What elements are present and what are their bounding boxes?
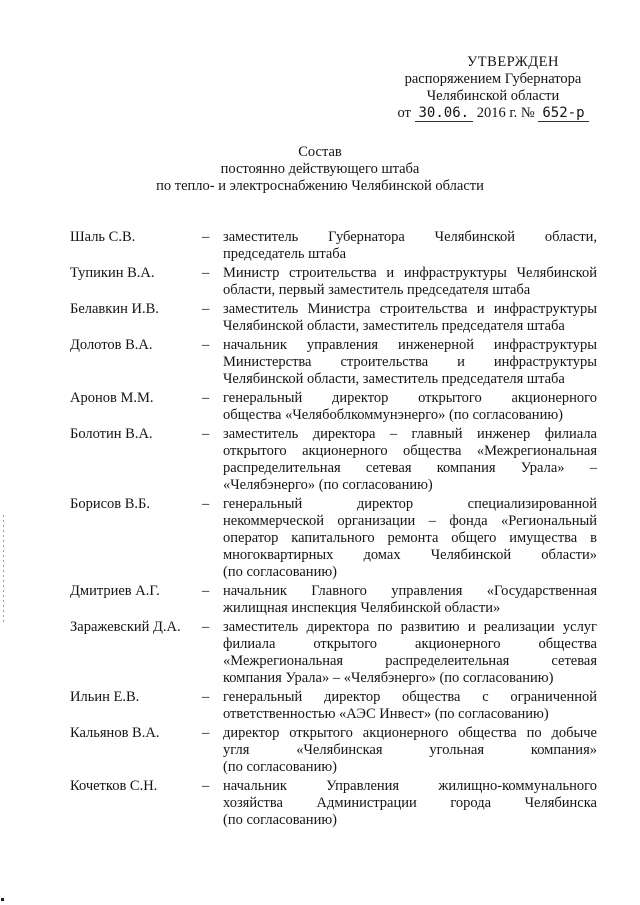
scan-dot [1,898,4,901]
member-name: Тупикин В.А. [70,265,155,281]
member-name: Аронов М.М. [70,390,154,406]
scan-margin-mark [3,515,4,625]
position-line: Челябинской области, заместитель председателя штаба [223,371,565,387]
member-row [0,301,640,335]
member-position [223,689,597,723]
position-line: области, первый заместитель председателя штаба [223,282,531,298]
heading-line-3: по тепло- и электроснабжению Челябинской области [156,178,484,194]
member-dash: – [202,619,210,635]
position-line: заместитель Губернатора Челябинской области, [223,229,597,245]
member-dash: – [202,229,210,245]
member-name: Долотов В.А. [70,337,153,353]
member-name: Кальянов В.А. [70,725,160,741]
position-line: генеральный директор специализированной [223,496,597,512]
member-position [223,426,597,494]
position-line: заместитель Министра строительства и инфраструктуры [223,301,597,317]
member-row [0,229,640,263]
member-dash: – [202,778,210,794]
position-line: компания Урала» – «Челябэнерго» (по согласованию) [223,670,554,686]
member-position [223,337,597,388]
member-row [0,619,640,687]
approval-block [388,54,598,122]
position-line: общества «Челябоблкоммунэнерго» (по согласованию) [223,407,563,423]
handwritten-date: 30.06. [415,106,474,122]
member-name: Болотин В.А. [70,426,153,442]
member-dash: – [202,390,210,406]
position-line: ответственностью «АЭС Инвест» (по согласованию) [223,706,549,722]
position-line: филиала открытого акционерного общества [223,636,597,652]
position-line: «Челябэнерго» (по согласованию) [223,477,433,493]
date-prefix: от [397,105,411,121]
member-position [223,229,597,263]
member-row [0,725,640,776]
member-name: Дмитриев А.Г. [70,583,160,599]
member-row [0,426,640,494]
member-name: Кочетков С.Н. [70,778,158,794]
position-line: директор открытого акционерного общества по добыче [223,725,597,741]
member-dash: – [202,689,210,705]
member-row [0,778,640,829]
position-line: (по согласованию) [223,564,337,580]
position-line: Челябинской области, заместитель председателя штаба [223,318,565,334]
member-dash: – [202,265,210,281]
approval-line-1: распоряжением Губернатора [404,71,582,87]
heading-line-2: постоянно действующего штаба [220,161,420,177]
member-name: Заражевский Д.А. [70,619,181,635]
position-line: хозяйства Администрации города Челябинска [223,795,597,811]
position-line: оператор капитального ремонта общего имущества в [223,530,597,546]
member-position [223,390,597,424]
member-dash: – [202,301,210,317]
member-position [223,265,597,299]
member-position [223,778,597,829]
position-line: многоквартирных домах Челябинской области» [223,547,597,563]
heading-line-1: Состав [298,144,342,160]
position-line: «Межрегиональная распределеительная сетевая [223,653,597,669]
member-position [223,725,597,776]
position-line: председатель штаба [223,246,347,262]
approval-date-line [388,105,598,122]
position-line: (по согласованию) [223,812,337,828]
member-dash: – [202,426,210,442]
member-position [223,583,597,617]
position-line: Министр строительства и инфраструктуры Челябинской [223,265,597,281]
member-dash: – [202,496,210,512]
position-line: (по согласованию) [223,759,337,775]
member-name: Ильин Е.В. [70,689,140,705]
member-row [0,265,640,299]
position-line: заместитель директора – главный инженер филиала [223,426,597,442]
position-line: жилищная инспекция Челябинской области» [223,600,501,616]
member-row [0,689,640,723]
member-position [223,496,597,581]
position-line: генеральный директор общества с ограниченной [223,689,597,705]
approval-title: УТВЕРЖДЕН [467,54,559,70]
member-name: Шаль С.В. [70,229,136,245]
member-name: Белавкин И.В. [70,301,159,317]
document-heading [0,144,640,195]
position-line: открытого акционерного общества «Межрегиональная [223,443,597,459]
member-row [0,337,640,388]
member-dash: – [202,337,210,353]
position-line: некоммерческой организации – фонда «Региональный [223,513,597,529]
member-position [223,301,597,335]
year-and-number-label: 2016 г. № [476,105,535,121]
position-line: начальник Управления жилищно-коммунального [223,778,597,794]
member-position [223,619,597,687]
member-row [0,583,640,617]
approval-line-2: Челябинской области [426,88,560,104]
member-row [0,390,640,424]
position-line: начальник Главного управления «Государственная [223,583,597,599]
position-line: начальник управления инженерной инфраструктуры [223,337,597,353]
position-line: распределительная сетевая компания Урала» – [223,460,597,476]
member-dash: – [202,583,210,599]
member-list [0,229,640,831]
position-line: Министерства строительства и инфраструктуры [223,354,597,370]
position-line: угля «Челябинская угольная компания» [223,742,597,758]
position-line: генеральный директор открытого акционерного [223,390,597,406]
handwritten-number: 652-р [538,106,588,122]
position-line: заместитель директора по развитию и реализации услуг [223,619,597,635]
member-name: Борисов В.Б. [70,496,150,512]
member-row [0,496,640,581]
member-dash: – [202,725,210,741]
